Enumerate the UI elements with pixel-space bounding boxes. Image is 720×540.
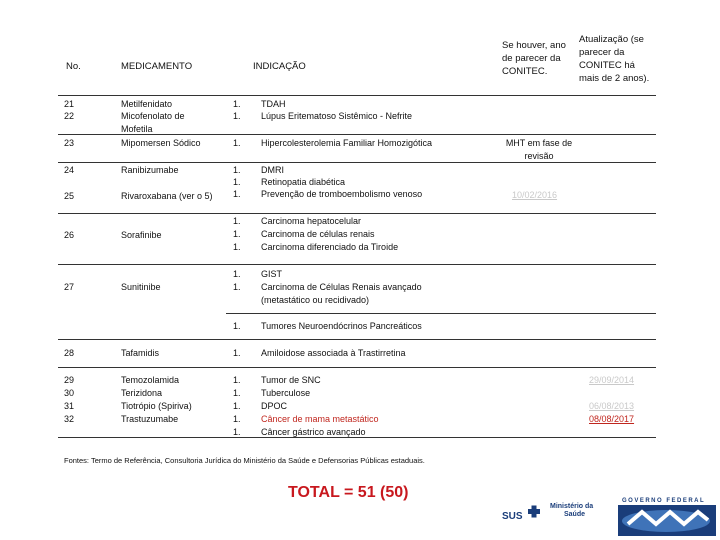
row-medicamento: Temozolamida	[121, 375, 180, 385]
ministerio-saude-logo	[550, 503, 593, 519]
divider	[58, 134, 656, 135]
row-num: 1.	[233, 321, 241, 331]
row-num: 1.	[233, 165, 241, 175]
row-medicamento: Rivaroxabana (ver o 5)	[121, 191, 213, 201]
row-medicamento: Sorafinibe	[121, 230, 162, 240]
row-medicamento: Sunitinibe	[121, 282, 161, 292]
row-num: 1.	[233, 375, 241, 385]
row-no: 32	[64, 414, 75, 424]
row-num: 1.	[233, 282, 241, 292]
row-indicacao: Carcinoma de células renais	[261, 229, 375, 239]
row-indicacao: Amiloidose associada à Trastirretina	[261, 348, 406, 358]
row-no: 24	[64, 165, 75, 175]
row-medicamento: Micofenolato de Mofetila	[121, 111, 185, 134]
row-indicacao: Câncer de mama metastático	[261, 414, 379, 424]
row-indicacao: DMRI	[261, 165, 284, 175]
divider	[58, 213, 656, 214]
row-parecer: MHT em fase de revisão	[505, 138, 573, 161]
header-atualizacao: Atualização (se parecer da CONITEC há mais de 2 anos).	[579, 34, 650, 84]
header-indicacao: INDICAÇÃO	[253, 61, 306, 72]
row-indicacao: DPOC	[261, 401, 288, 411]
row-no: 28	[64, 348, 75, 358]
row-num: 1.	[233, 111, 241, 121]
row-indicacao: Retinopatia diabética	[261, 177, 346, 187]
header-ano-parecer: Se houver, ano de parecer da CONITEC.	[502, 40, 566, 77]
row-indicacao: Tuberculose	[261, 388, 311, 398]
row-no: 29	[64, 375, 75, 385]
row-no: 26	[64, 230, 75, 240]
row-no: 27	[64, 282, 75, 292]
row-parecer-date[interactable]: 10/02/2016	[512, 190, 558, 200]
row-num: 1.	[233, 401, 241, 411]
total-count: TOTAL = 51 (50)	[288, 484, 409, 501]
row-indicacao: Carcinoma de Células Renais avançado	[261, 282, 422, 292]
row-num: 1.	[233, 388, 241, 398]
divider	[58, 339, 656, 340]
row-num: 1.	[233, 99, 241, 109]
row-indicacao: Carcinoma diferenciado da Tiroide	[261, 242, 399, 252]
divider	[226, 313, 656, 314]
divider	[58, 95, 656, 96]
row-medicamento: Tafamidis	[121, 348, 160, 358]
row-no: 21	[64, 99, 75, 109]
row-num: 1.	[233, 414, 241, 424]
sus-logo-text: SUS	[502, 511, 523, 522]
row-indicacao: Prevenção de tromboembolismo venoso	[261, 189, 423, 199]
governo-federal-logo	[608, 494, 718, 538]
row-indicacao: Hipercolesterolemia Familiar Homozigótica	[261, 138, 433, 148]
footer-sources: Fontes: Termo de Referência, Consultoria Jurídica do Ministério da Saúde e Defensorias Públicas estaduais.	[64, 456, 425, 465]
row-indicacao: (metastático ou recidivado)	[261, 295, 370, 305]
row-no: 25	[64, 191, 75, 201]
row-num: 1.	[233, 189, 241, 199]
divider	[58, 367, 656, 368]
row-medicamento: Metilfenidato	[121, 99, 173, 109]
row-no: 23	[64, 138, 75, 148]
divider	[58, 437, 656, 438]
ministerio-line: Ministério da	[550, 503, 594, 510]
row-medicamento: Terizidona	[121, 388, 163, 398]
row-medicamento: Ranibizumabe	[121, 165, 179, 175]
row-atualizacao-date[interactable]: 08/08/2017	[589, 414, 635, 424]
governo-federal-text: GOVERNO FEDERAL	[622, 498, 706, 504]
row-indicacao: Tumor de SNC	[261, 375, 321, 385]
header-medicamento: MEDICAMENTO	[121, 61, 193, 72]
row-medicamento: Tiotrópio (Spiriva)	[121, 401, 192, 411]
row-atualizacao-date[interactable]: 06/08/2013	[589, 401, 635, 411]
header-no: No.	[66, 61, 81, 72]
divider	[58, 264, 656, 265]
row-medicamento: Trastuzumabe	[121, 414, 179, 424]
row-no: 30	[64, 388, 75, 398]
row-num: 1.	[233, 427, 241, 437]
row-num: 1.	[233, 269, 241, 279]
row-no: 31	[64, 401, 75, 411]
row-num: 1.	[233, 242, 241, 252]
row-num: 1.	[233, 348, 241, 358]
divider	[58, 162, 656, 163]
row-num: 1.	[233, 216, 241, 226]
row-num: 1.	[233, 138, 241, 148]
row-no: 22	[64, 111, 75, 121]
row-indicacao: Tumores Neuroendócrinos Pancreáticos	[261, 321, 422, 331]
row-indicacao: Carcinoma hepatocelular	[261, 216, 362, 226]
row-indicacao: TDAH	[261, 99, 286, 109]
row-medicamento: Mipomersen Sódico	[121, 138, 201, 148]
row-indicacao: Câncer gástrico avançado	[261, 427, 366, 437]
saude-line: Saúde	[564, 511, 586, 518]
row-indicacao: Lúpus Eritematoso Sistêmico - Nefrite	[261, 111, 413, 121]
row-num: 1.	[233, 229, 241, 239]
row-indicacao: GIST	[261, 269, 283, 279]
row-num: 1.	[233, 177, 241, 187]
row-atualizacao-date[interactable]: 29/09/2014	[589, 375, 635, 385]
